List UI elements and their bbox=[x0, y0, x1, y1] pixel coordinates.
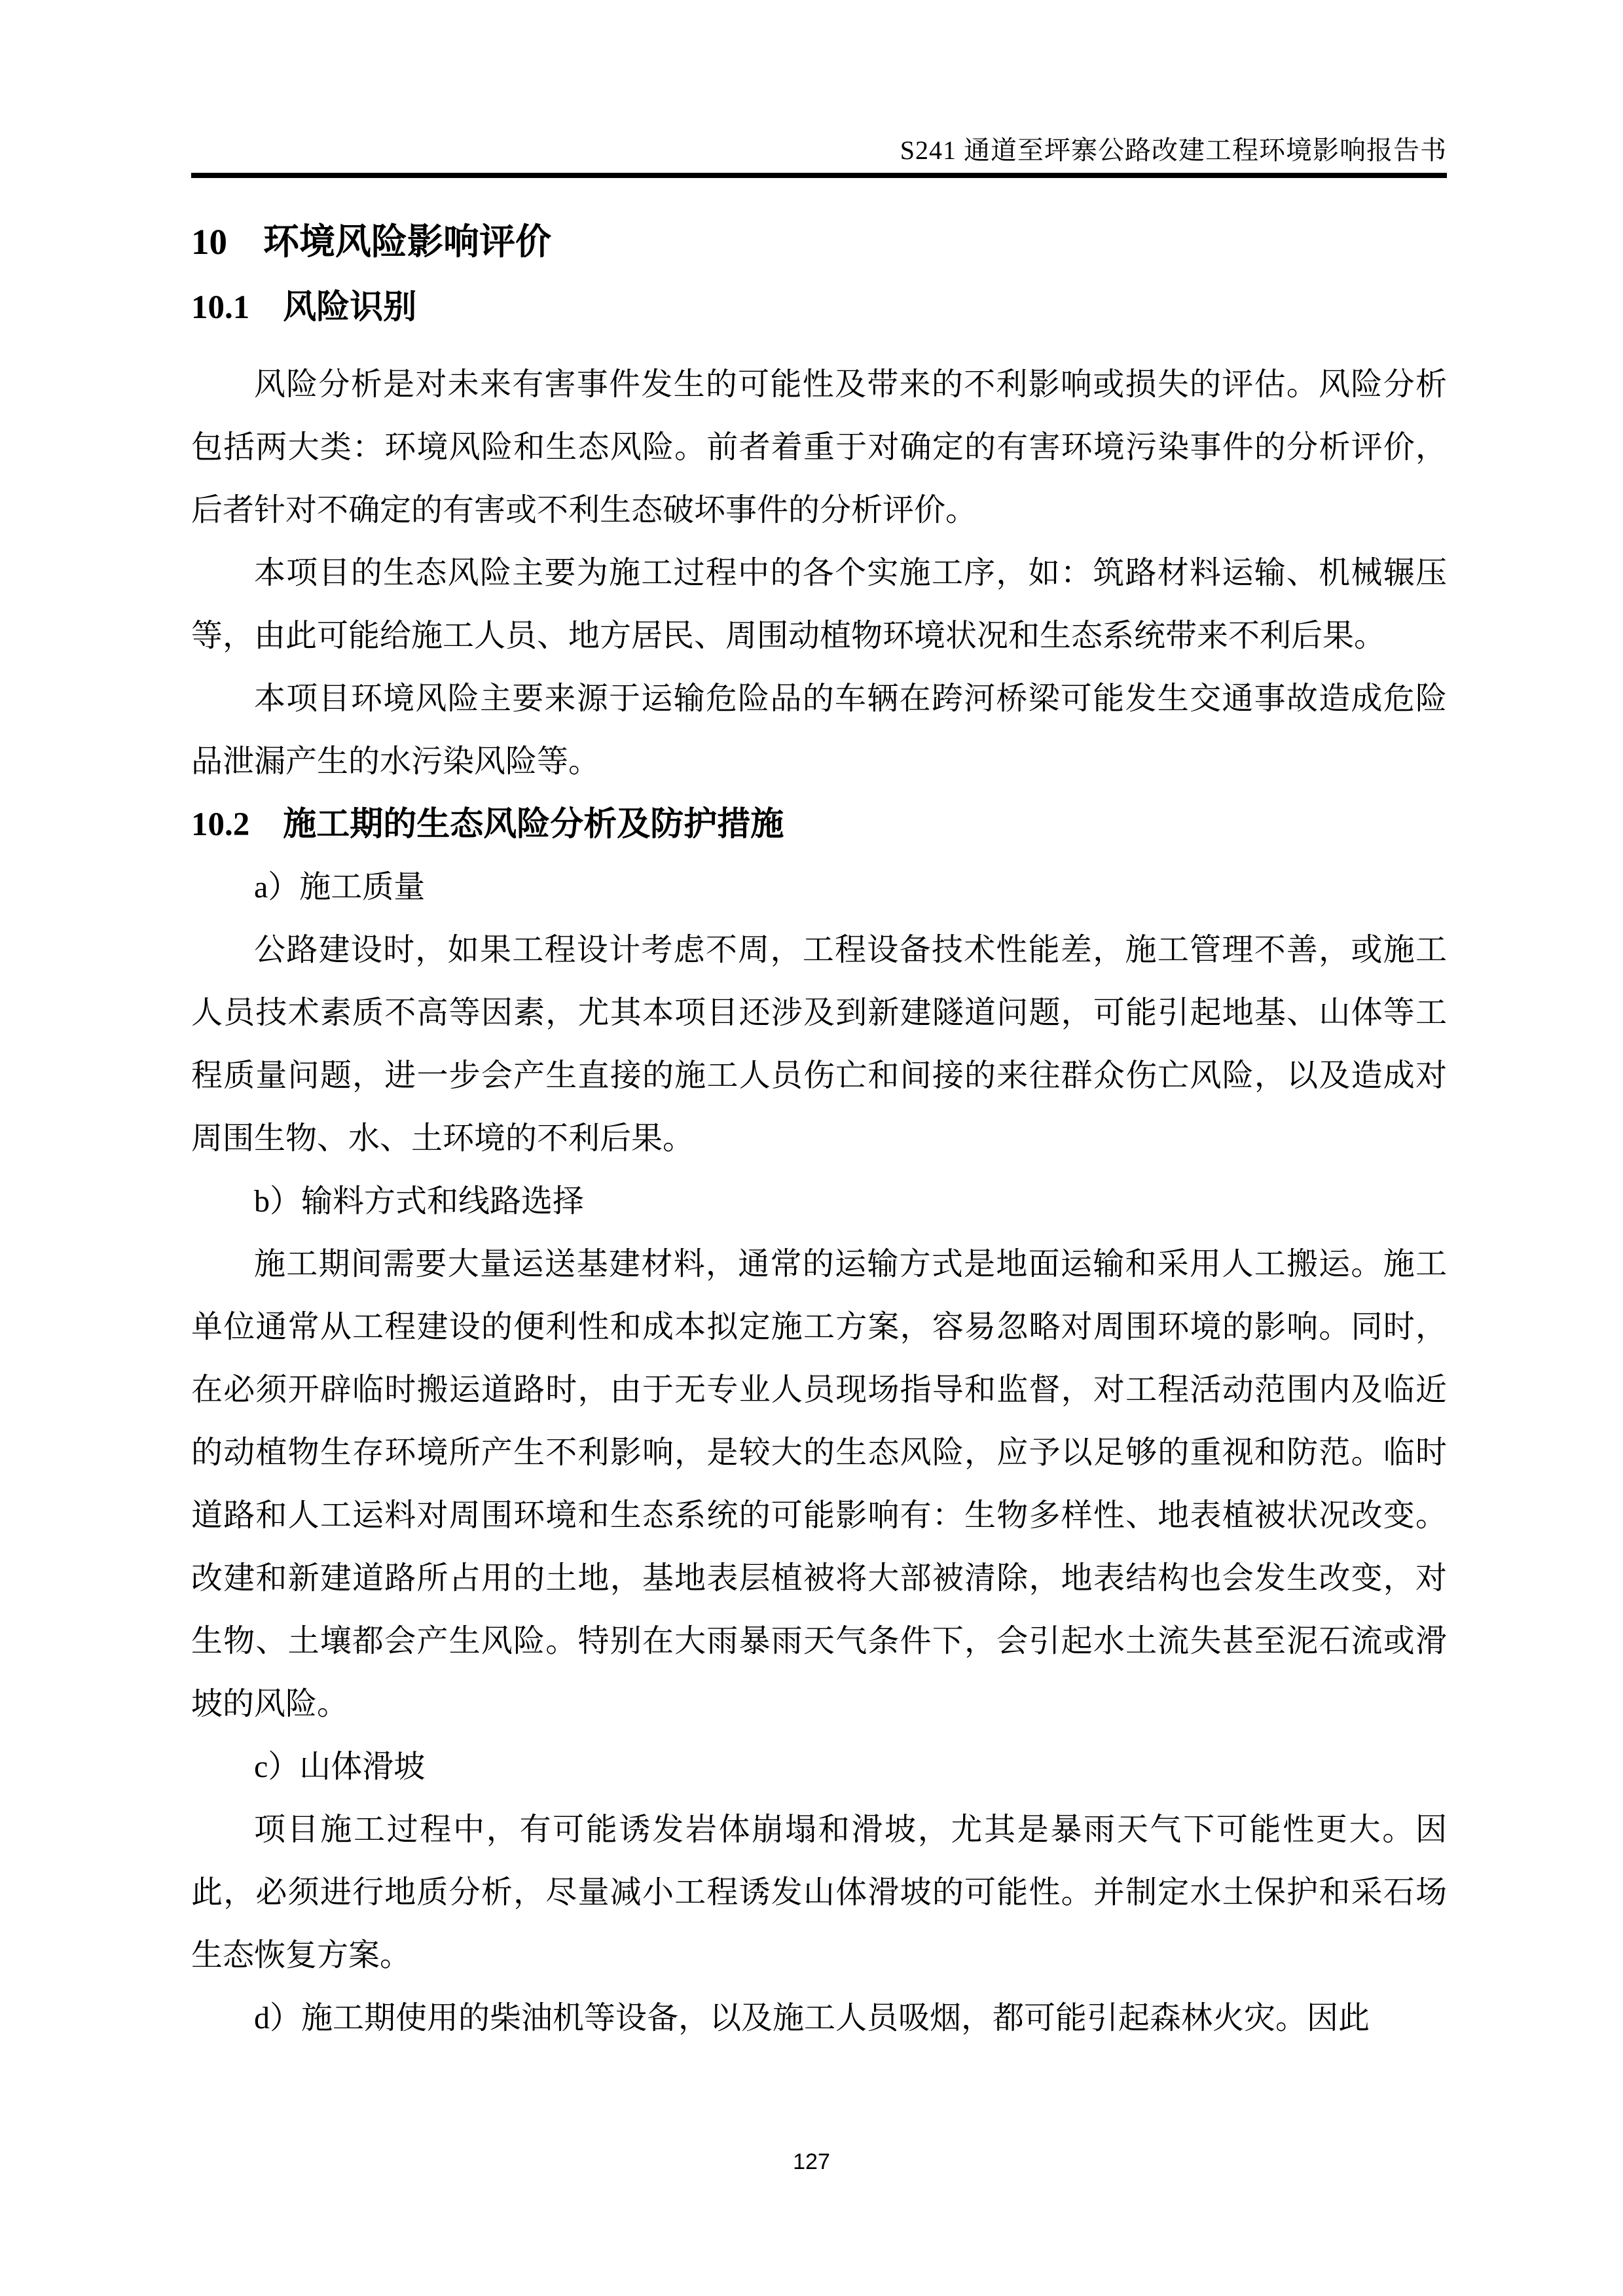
item-b-heading: b）输料方式和线路选择 bbox=[254, 1184, 585, 1219]
header-rule bbox=[191, 173, 1447, 178]
paragraph-env-risk: 本项目环境风险主要来源于运输危险品的车辆在跨河桥梁可能发生交通事故造成危险品泄漏产生的水污染风险等。 bbox=[191, 681, 1447, 779]
paragraph-material-transport: 施工期间需要大量运送基建材料，通常的运输方式是地面运输和采用人工搬运。施工单位通常从工程建设的便利性和成本拟定施工方案，容易忽略对周围环境的影响。同时，在必须开辟临时搬运道路时，由于无专业人员现场指导和监督，对工程活动范围内及临近的动植物生存环境所产生不利影响，是较大的生态风险，应予以足够的重视和防范。临时道路和人工运料对周围环境和生态系统的可能影响有：生物多样性、地表植被状况改变。改建和新建道路所占用的土地，基地表层植被将大部被清除，地表结构也会发生改变，对生物、土壤都会产生风险。特别在大雨暴雨天气条件下，会引起水土流失甚至泥石流或滑坡的风险。 bbox=[191, 1247, 1447, 1721]
section-10-1-title: 10.1 风险识别 bbox=[191, 289, 417, 326]
paragraph-risk-analysis: 风险分析是对未来有害事件发生的可能性及带来的不利影响或损失的评估。风险分析包括两大类：环境风险和生态风险。前者着重于对确定的有害环境污染事件的分析评价，后者针对不确定的有害或不利生态破坏事件的分析评价。 bbox=[191, 367, 1447, 528]
document-body bbox=[191, 202, 1447, 2050]
page-header bbox=[191, 135, 1447, 178]
page-footer bbox=[0, 2149, 1623, 2175]
paragraph-eco-risk: 本项目的生态风险主要为施工过程中的各个实施工序，如：筑路材料运输、机械辗压等，由此可能给施工人员、地方居民、周围动植物环境状况和生态系统带来不利后果。 bbox=[191, 556, 1447, 653]
paragraph-landslide: 项目施工过程中，有可能诱发岩体崩塌和滑坡，尤其是暴雨天气下可能性更大。因此，必须进行地质分析，尽量减小工程诱发山体滑坡的可能性。并制定水土保护和采石场生态恢复方案。 bbox=[191, 1812, 1447, 1973]
header-title: S241 通道至坪寨公路改建工程环境影响报告书 bbox=[900, 135, 1447, 165]
section-10-title: 10 环境风险影响评价 bbox=[191, 222, 552, 262]
section-10-2-title: 10.2 施工期的生态风险分析及防护措施 bbox=[191, 806, 784, 843]
paragraph-fire-risk: d）施工期使用的柴油机等设备，以及施工人员吸烟，都可能引起森林火灾。因此 bbox=[254, 2001, 1370, 2036]
item-a-heading: a）施工质量 bbox=[254, 870, 426, 905]
page-number: 127 bbox=[793, 2149, 830, 2174]
item-c-heading: c）山体滑坡 bbox=[254, 1749, 426, 1784]
paragraph-construction-quality: 公路建设时，如果工程设计考虑不周，工程设备技术性能差，施工管理不善，或施工人员技术素质不高等因素，尤其本项目还涉及到新建隧道问题，可能引起地基、山体等工程质量问题，进一步会产生直接的施工人员伤亡和间接的来往群众伤亡风险，以及造成对周围生物、水、土环境的不利后果。 bbox=[191, 933, 1447, 1156]
